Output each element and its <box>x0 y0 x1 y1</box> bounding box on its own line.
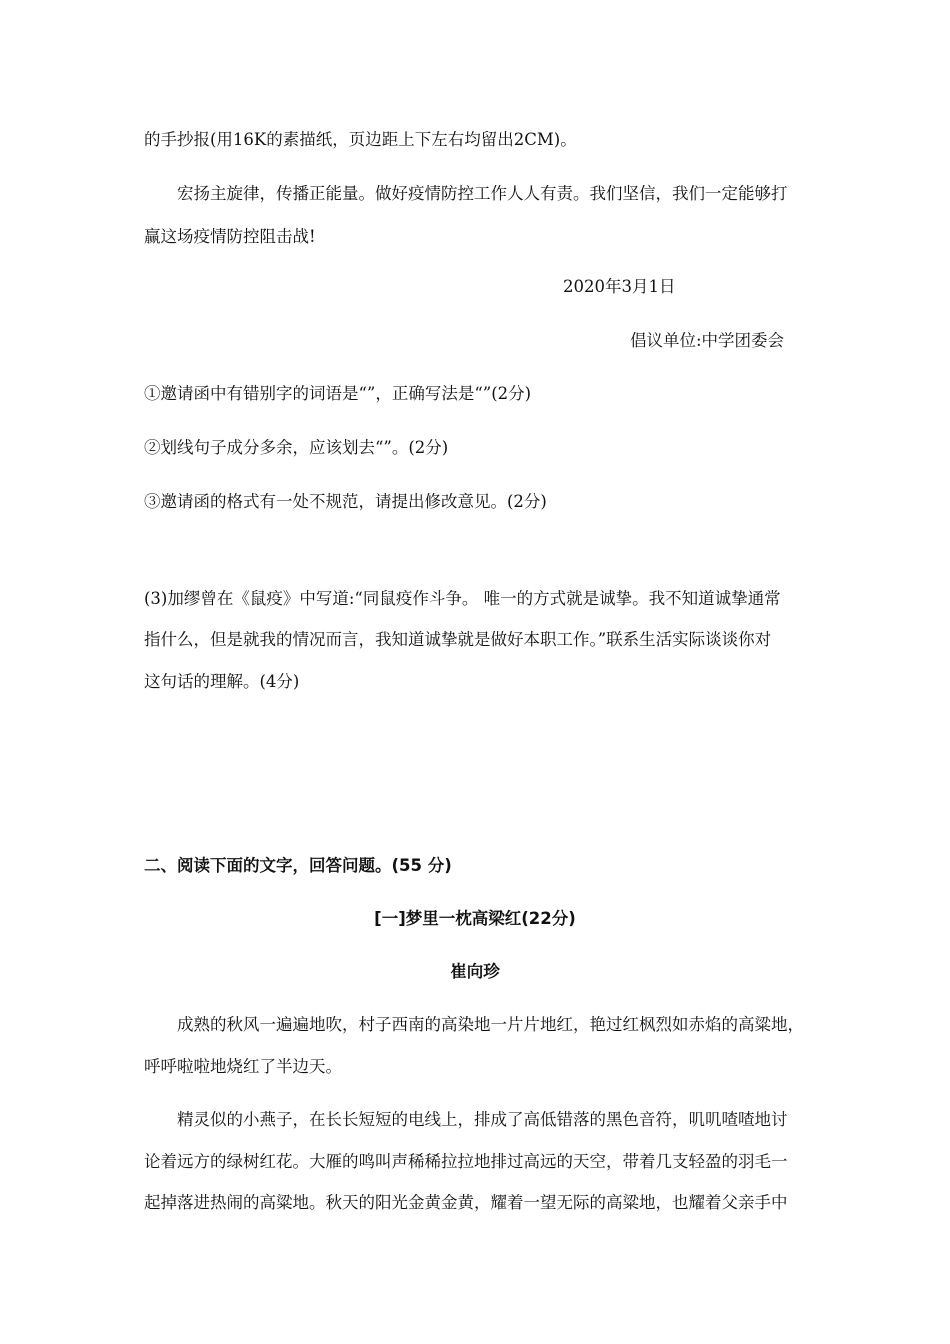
sub-question-3: ③邀请函的格式有一处不规范，请提出修改意见。(2分) <box>144 492 547 511</box>
closing-paragraph-line-2: 赢这场疫情防控阻击战! <box>144 227 316 246</box>
question-3-line-3: 这句话的理解。(4分) <box>144 672 300 691</box>
passage-title: [一]梦里一枕高梁红(22分) <box>374 909 576 928</box>
passage-paragraph-1-line-1: 成熟的秋风一遍遍地吹，村子西南的高染地一片片地红，艳过红枫烈如赤焰的高粱地， <box>177 1015 804 1034</box>
passage-paragraph-2-line-2: 论着远方的绿树红花。大雁的鸣叫声稀稀拉拉地排过高远的天空，带着几支轻盈的羽毛一 <box>144 1152 788 1171</box>
sub-question-1: ①邀请函中有错别字的词语是“”，正确写法是“”(2分) <box>144 384 532 403</box>
letter-date: 2020年3月1日 <box>563 277 676 296</box>
question-3-line-2: 指什么，但是就我的情况而言，我知道诚挚就是做好本职工作。”联系生活实际谈谈你对 <box>144 630 772 649</box>
passage-paragraph-2-line-1: 精灵似的小燕子，在长长短短的电线上，排成了高低错落的黑色音符，叽叽喳喳地讨 <box>177 1110 788 1129</box>
letter-signature: 倡议单位:中学团委会 <box>630 331 785 350</box>
passage-author: 崔向珍 <box>450 962 500 981</box>
section-two-heading: 二、阅读下面的文字，回答问题。(55 分) <box>144 856 452 875</box>
text-line-handout-spec: 的手抄报(用16K的素描纸，页边距上下左右均留出2CM)。 <box>144 130 577 149</box>
passage-paragraph-1-line-2: 呼呼啦啦地烧红了半边天。 <box>144 1057 342 1076</box>
passage-paragraph-2-line-3: 起掉落进热闹的高粱地。秋天的阳光金黄金黄，耀着一望无际的高粱地，也耀着父亲手中 <box>144 1193 788 1212</box>
question-3-line-1: (3)加缪曾在《鼠疫》中写道:“同鼠疫作斗争。 唯一的方式就是诚挚。我不知道诚挚通常 <box>144 589 781 608</box>
sub-question-2: ②划线句子成分多余，应该划去“”。(2分) <box>144 438 449 457</box>
closing-paragraph-line-1: 宏扬主旋律，传播正能量。做好疫情防控工作人人有责。我们坚信，我们一定能够打 <box>177 184 788 203</box>
